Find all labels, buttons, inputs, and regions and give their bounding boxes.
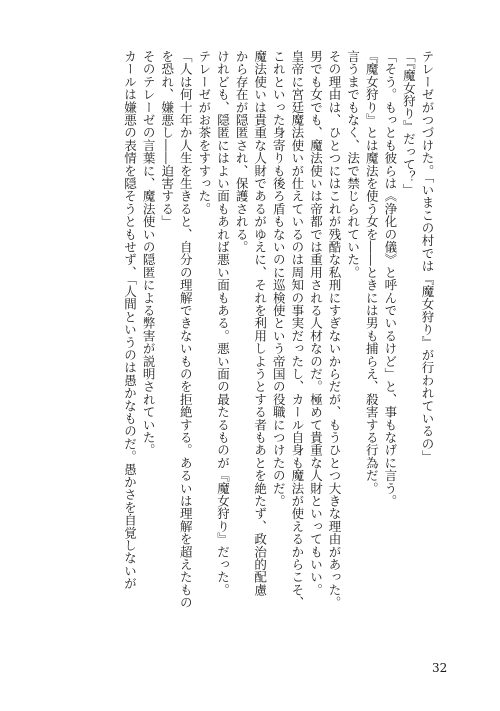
text-line: 「『魔女狩り』だって？」 <box>401 50 417 197</box>
text-line: 魔法使いは貴重な人財であるがゆえに、それを利用しようとする者もあとを絶たず、政治的配慮 <box>252 50 268 597</box>
text-line: 「人は何十年か人生を生きると、自分の理解できないものを拒絶する。あるいは理解を超えたもの <box>178 50 194 609</box>
text-line: カールは嫌悪の表情を隠そうともせず、「人間というのは愚かなものだ。愚かさを自覚しないが <box>122 50 138 590</box>
text-line: 皇帝に宮廷魔法使いが仕えているのは周知の事実だったし、カール自身も魔法が使えるからこそ、 <box>289 50 305 609</box>
text-line: テレーゼがお茶をすすった。 <box>196 50 212 216</box>
text-line: 『魔女狩り』とは魔法を使う女を――ときには男も捕らえ、殺害する行為だ。 <box>364 50 380 495</box>
text-line: けれども、隠匿にはよい面もあれば悪い面もある。悪い面の最たるものが『魔女狩り』だった。 <box>215 50 231 597</box>
text-line: 男でも女でも、魔法使いは帝都では重用される人材なのだ。極めて貴重な人財といってもいい。 <box>308 50 324 597</box>
text-line: 「そう。もっとも彼らは《浄化の儀》と呼んでいるけど」と、事もなげに言う。 <box>382 50 398 508</box>
text-line: これといった身寄りも後ろ盾もないのに巡検使という帝国の役職につけたのだ。 <box>271 50 287 508</box>
text-line: を恐れ、嫌悪し――迫害する」 <box>159 50 175 228</box>
text-line: その理由は、ひとつにはこれが残酷な私刑にすぎないからだが、もうひとつ大きな理由があった。 <box>327 50 343 609</box>
text-line: そのテレーゼの言葉に、魔法使いの隠匿による弊害が説明されていた。 <box>141 50 157 457</box>
text-line: から存在が隠匿され、保護される。 <box>234 50 250 254</box>
text-line: テレーゼがつづけた。「いまこの村では『魔女狩り』が行われているの」 <box>420 50 435 463</box>
text-line: 言うまでもなく、法で禁じられていた。 <box>345 50 361 279</box>
body-text <box>120 50 436 650</box>
page-number: 32 <box>432 661 448 675</box>
